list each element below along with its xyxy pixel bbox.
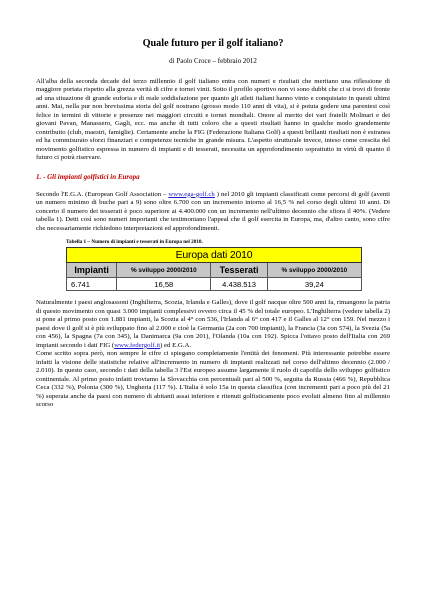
article-title: Quale futuro per il golf italiano? bbox=[142, 38, 284, 49]
ega-text-after-link: ) nel 2010 gli impianti classificati come percorsi di golf (aventi un numero minimo di buche pari a 9) sono oltre 6.700 con un incremento intorno al 16,5 % nel corso degli ultimi 10 anni. Di concerto il numero dei tesserati è poco superiore ai 4.400.000 con un incremento nell'ultimo decennio che sfiora il 40%. (Vedere tabella 1). Detti così sono numeri importanti che testimoniano l'appeal che il golf esercita in Europa, ma, d'altro canto, sono cifre che necessariamente richiedono interpretazioni ed approfondimenti. bbox=[36, 190, 391, 232]
table-cell-impianti: 6.741 bbox=[67, 278, 117, 291]
anglosassoni-text-after-link: ) ed E.G.A. bbox=[160, 341, 192, 349]
table-header-sviluppo-tesserati: % sviluppo 2000/2010 bbox=[267, 263, 361, 278]
table-cell-tesserati: 4.438.513 bbox=[211, 278, 267, 291]
europe-data-table bbox=[66, 247, 362, 291]
table-cell-sviluppo-impianti: 16,58 bbox=[117, 278, 211, 291]
fig-link[interactable]: www.federgolf.it bbox=[114, 341, 161, 349]
ega-text-before-link: Secondo l'E.G.A. (European Golf Association – bbox=[36, 190, 169, 198]
table-header-tesserati: Tesserati bbox=[211, 263, 267, 278]
table-caption: Tabella 1 – Numero di impianti e tesserati in Europa nel 2010. bbox=[66, 239, 203, 246]
incremento-paragraph: Come scritto sopra però, non sempre le cifre ci spiegano completamente l'entità dei fenomeni. Più interessante potrebbe essere infatti la visione delle statistiche relative all'incremento in numero di impianti realizzati nel corso dell'ultimo decennio (2.000 / 2.010). In questo caso, secondo i dati della tabella 3 l'Est europeo assume largamente il ruolo di capofila dello sviluppo golfistico continentale. Al primo posto infatti troviamo la Slovacchia con percentuali pari al 500 %, seguita da Russia (466 %), Repubblica Ceca (332 %), Polonia (300 %), Ungheria (117 %). L'Italia è solo 15a in questa classifica (con incrementi pari a poco più del 21 %) superata anche da paesi con numero di abitanti assai inferiore e ritenuti golfisticamente poco evoluti almeno fino al millennio scorso bbox=[36, 350, 390, 409]
table-title: Europa dati 2010 bbox=[67, 248, 362, 263]
intro-paragraph: All'alba della seconda decade del terzo millennio il golf italiano entra con numeri e risultati che meritano una riflessione di maggiore portata rispetto alla grezza verità di cifre e tornei vinti. Sotto il profilo sportivo non vi sono dubbi che ci si trovi di fronte ad una situazione di grande euforia e di reale soddisfazione per quanto gli atleti italiani hanno vinto e conquistato in questi ultimi anni. Mai, nella pur non brevissima storia del golf nostrano (grosso modo 110 anni di vita), si è potuta godere una parentesi così felice in termini di vittorie e presenze nei maggiori circuiti e tornei mondiali. Onore al merito dei vari fratelli Molinari e dei giovani Pavan, Manassero, Gagli, ecc. ma anche di tutti coloro che a questi risultati hanno in qualche modo grandemente contribuito (club, maestri, famiglie). Certamente anche la FIG (Federazione Italiana Golf) a questi brillanti risultati non è estranea ed ha commisurato sforzi finanziari e competenze tecniche in grande misura. L'aspetto strutturale invece, inteso come crescita del movimento golfistico espressa in numero di impianti e di tesserati, necessita un approfondimento soprattutto in virtù di quanto il futuro ci potrà riservare. bbox=[36, 77, 390, 162]
ega-link[interactable]: www.ega-golf.ch bbox=[168, 190, 215, 198]
table-cell-sviluppo-tesserati: 39,24 bbox=[267, 278, 361, 291]
anglosassoni-paragraph bbox=[36, 299, 390, 350]
table-header-sviluppo-impianti: % sviluppo 2000/2010 bbox=[117, 263, 211, 278]
section-heading-impianti-europa: 1. - Gli impianti golfistici in Europa bbox=[36, 172, 140, 181]
article-body bbox=[36, 38, 390, 410]
ega-paragraph bbox=[36, 191, 390, 234]
table-header-impianti: Impianti bbox=[67, 263, 117, 278]
article-byline: di Paolo Croce – febbraio 2012 bbox=[169, 57, 257, 66]
anglosassoni-text-before-link: Naturalmente i paesi anglosassoni (Inghilterra, Scozia, Irlanda e Galles), dove il golf nacque oltre 500 anni fa, rimangono la patria di questo movimento con quasi 3.000 impianti complessivi ovvero circa il 45 % del totale europeo. L'Inghilterra (vedere tabella 2) si pone al primo posto con 1.881 impianti, la Scozia al 4° con 536, l'Irlanda al 6° con 417 e il Galles al 12° con 159. Nel mezzo i paesi dove il golf si è più sviluppato fino al 2.000 e cioè la Germania (2a con 700 impianti), la Francia (3a con 574), la Svezia (5a con 456), la Spagna (7a con 345), la Danimarca (9a con 201), l'Olanda (10a con 192). Spicca l'ottavo posto dell'Italia con 269 impianti secondo i dati FIG ( bbox=[36, 299, 390, 349]
